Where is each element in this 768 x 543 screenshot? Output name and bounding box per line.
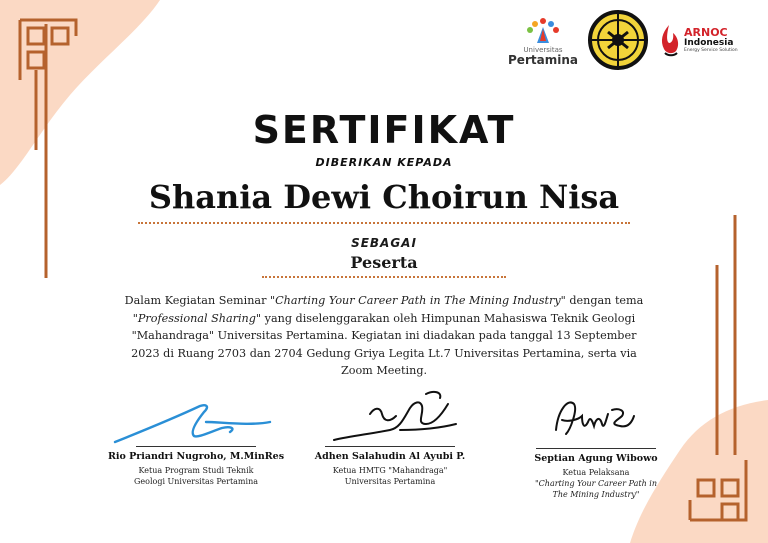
event-description bbox=[118, 292, 650, 380]
arnoc-logo bbox=[656, 20, 746, 60]
desc-part2: " dengan tema " bbox=[132, 294, 644, 325]
pertamina-flame-icon bbox=[523, 15, 563, 45]
role-label: SEBAGAI bbox=[351, 236, 417, 250]
desc-part3: " yang diselenggarakan oleh Himpunan Mahasiswa Teknik Geologi "Mahandraga" Universitas Pertamina. Kegiatan ini diadakan pada tanggal 13 September 2023 di Ruang 2703 dan 2704 Gedung Griya Legita Lt.7 Universitas Pertamina, serta via Zoom Meeting. bbox=[131, 311, 637, 377]
signature-line bbox=[325, 446, 455, 447]
seminar-theme: Professional Sharing bbox=[137, 311, 256, 325]
arnoc-tagline: Energy Service Solution bbox=[684, 48, 738, 53]
position-line: Geologi Universitas Pertamina bbox=[134, 477, 258, 486]
position-line: "Charting Your Career Path in bbox=[534, 479, 658, 488]
position-line: Universitas Pertamina bbox=[344, 477, 436, 486]
recipient-name: Shania Dewi Choirun Nisa bbox=[148, 178, 620, 216]
signatory-position bbox=[300, 465, 480, 487]
seminar-title: Charting Your Career Path in The Mining Industry bbox=[275, 294, 561, 307]
signature-rio bbox=[110, 392, 280, 452]
signature-line bbox=[536, 448, 656, 449]
signatory-3 bbox=[506, 448, 686, 500]
signatory-2 bbox=[300, 446, 480, 487]
mahandraga-emblem-icon bbox=[586, 8, 650, 72]
certificate-subtitle: DIBERIKAN KEPADA bbox=[315, 156, 453, 169]
signature-line bbox=[136, 446, 256, 447]
signatory-name: Septian Agung Wibowo bbox=[534, 453, 658, 464]
divider-top bbox=[138, 222, 630, 224]
divider-bottom bbox=[262, 276, 506, 278]
signature-septian bbox=[548, 390, 638, 446]
signatory-name: Rio Priandri Nugroho, M.MinRes bbox=[107, 451, 285, 462]
arnoc-name: ARNOC bbox=[684, 26, 728, 39]
arnoc-flame-icon bbox=[656, 23, 682, 57]
signatory-position bbox=[96, 465, 296, 487]
university-label-small: Universitas bbox=[523, 46, 563, 54]
position-line: Ketua HMTG "Mahandraga" bbox=[332, 466, 448, 475]
position-line: The Mining Industry" bbox=[552, 490, 640, 499]
mahandraga-logo bbox=[586, 8, 650, 72]
signatory-position bbox=[506, 467, 686, 500]
certificate-title: SERTIFIKAT bbox=[252, 108, 516, 152]
signature-adhen bbox=[330, 384, 460, 450]
arnoc-country: Indonesia bbox=[684, 38, 734, 48]
signatory-1 bbox=[96, 446, 296, 487]
recipient-role: Peserta bbox=[350, 253, 418, 272]
desc-part1: Dalam Kegiatan Seminar " bbox=[124, 294, 276, 307]
university-label-large: Pertamina bbox=[508, 53, 578, 67]
universitas-pertamina-logo bbox=[508, 8, 578, 66]
position-line: Ketua Pelaksana bbox=[562, 468, 630, 477]
signatory-name: Adhen Salahudin Al Ayubi P. bbox=[314, 451, 466, 462]
position-line: Ketua Program Studi Teknik bbox=[138, 466, 254, 475]
